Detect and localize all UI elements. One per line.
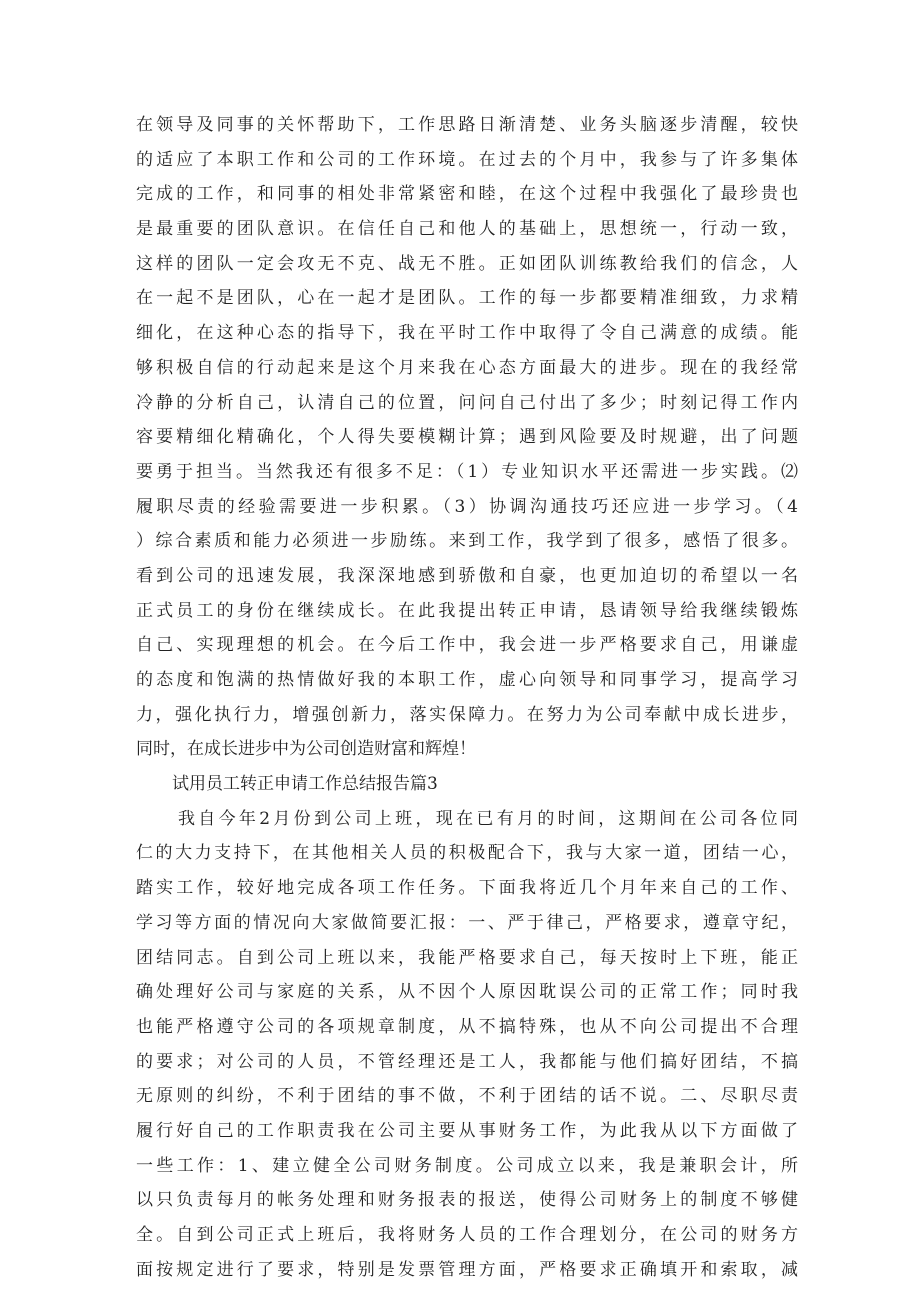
text-line: 的要求；对公司的人员，不管经理还是工人，我都能与他们搞好团结，不搞	[136, 1051, 798, 1072]
text-line: 的适应了本职工作和公司的工作环境。在过去的个月中，我参与了许多集体	[136, 149, 798, 170]
text-line: 冷静的分析自己，认清自己的位置，问问自己付出了多少；时刻记得工作内	[136, 392, 798, 413]
text-line: 看到公司的迅速发展，我深深地感到骄傲和自豪，也更加迫切的希望以一名	[136, 565, 798, 586]
text-line: 以只负责每月的帐务处理和财务报表的报送，使得公司财务上的制度不够健	[136, 1190, 798, 1211]
document-page	[136, 108, 798, 1287]
text-line: 确处理好公司与家庭的关系，从不因个人原因耽误公司的正常工作；同时我	[136, 982, 798, 1003]
text-line: 团结同志。自到公司上班以来，我能严格要求自己，每天按时上下班，能正	[136, 947, 798, 968]
text-line: 全。自到公司正式上班后，我将财务人员的工作合理划分，在公司的财务方	[136, 1225, 798, 1245]
text-line: 这样的团队一定会攻无不克、战无不胜。正如团队训练教给我们的信念，人	[136, 253, 798, 274]
text-line: 细化，在这种心态的指导下，我在平时工作中取得了令自己满意的成绩。能	[136, 323, 798, 344]
text-line: 够积极自信的行动起来是这个月来我在心态方面最大的进步。现在的我经常	[136, 357, 798, 378]
text-line: 面按规定进行了要求，特别是发票管理方面，严格要求正确填开和索取，减	[136, 1259, 798, 1280]
text-line: 学习等方面的情况向大家做简要汇报：一、严于律己，严格要求，遵章守纪，	[136, 912, 798, 933]
text-line: 要勇于担当。当然我还有很多不足：（1）专业知识水平还需进一步实践。⑵	[136, 461, 798, 482]
paragraph-1	[136, 108, 798, 767]
text-line: ）综合素质和能力必须进一步励练。来到工作，我学到了很多，感悟了很多。	[136, 531, 798, 552]
text-line: 是最重要的团队意识。在信任自己和他人的基础上，思想统一，行动一致，	[136, 219, 798, 240]
text-line: 一些工作：1、建立健全公司财务制度。公司成立以来，我是兼职会计，所	[136, 1155, 798, 1176]
text-line: 我自今年2月份到公司上班，现在已有月的时间，这期间在公司各位同	[178, 808, 798, 829]
text-line: 力，强化执行力，增强创新力，落实保障力。在努力为公司奉献中成长进步，	[136, 704, 798, 725]
text-line: 履职尽责的经验需要进一步积累。（3）协调沟通技巧还应进一步学习。（4	[136, 496, 798, 517]
paragraph-2	[136, 802, 798, 1288]
text-line: 仁的大力支持下，在其他相关人员的积极配合下，我与大家一道，团结一心，	[136, 843, 798, 864]
text-line: 踏实工作，较好地完成各项工作任务。下面我将近几个月年来自己的工作、	[136, 878, 798, 899]
text-line: 在一起不是团队，心在一起才是团队。工作的每一步都要精准细致，力求精	[136, 288, 798, 309]
text-line: 也能严格遵守公司的各项规章制度，从不搞特殊，也从不向公司提出不合理	[136, 1016, 798, 1037]
text-line: 同时，在成长进步中为公司创造财富和辉煌！	[136, 739, 476, 760]
text-line: 完成的工作，和同事的相处非常紧密和睦，在这个过程中我强化了最珍贵也	[136, 184, 798, 205]
text-line: 自己、实现理想的机会。在今后工作中，我会进一步严格要求自己，用谦虚	[136, 635, 798, 656]
section-heading: 试用员工转正申请工作总结报告篇3	[172, 774, 438, 795]
text-line: 正式员工的身份在继续成长。在此我提出转正申请，恳请领导给我继续锻炼	[136, 600, 798, 621]
text-line: 履行好自己的工作职责我在公司主要从事财务工作，为此我从以下方面做了	[136, 1120, 798, 1141]
text-line: 在领导及同事的关怀帮助下，工作思路日渐清楚、业务头脑逐步清醒，较快	[136, 115, 798, 135]
text-line: 无原则的纠纷，不利于团结的事不做，不利于团结的话不说。二、尽职尽责	[136, 1086, 798, 1107]
text-line: 容要精细化精确化，个人得失要模糊计算；遇到风险要及时规避，出了问题	[136, 427, 798, 448]
text-line: 的态度和饱满的热情做好我的本职工作，虚心向领导和同事学习，提高学习	[136, 670, 798, 690]
